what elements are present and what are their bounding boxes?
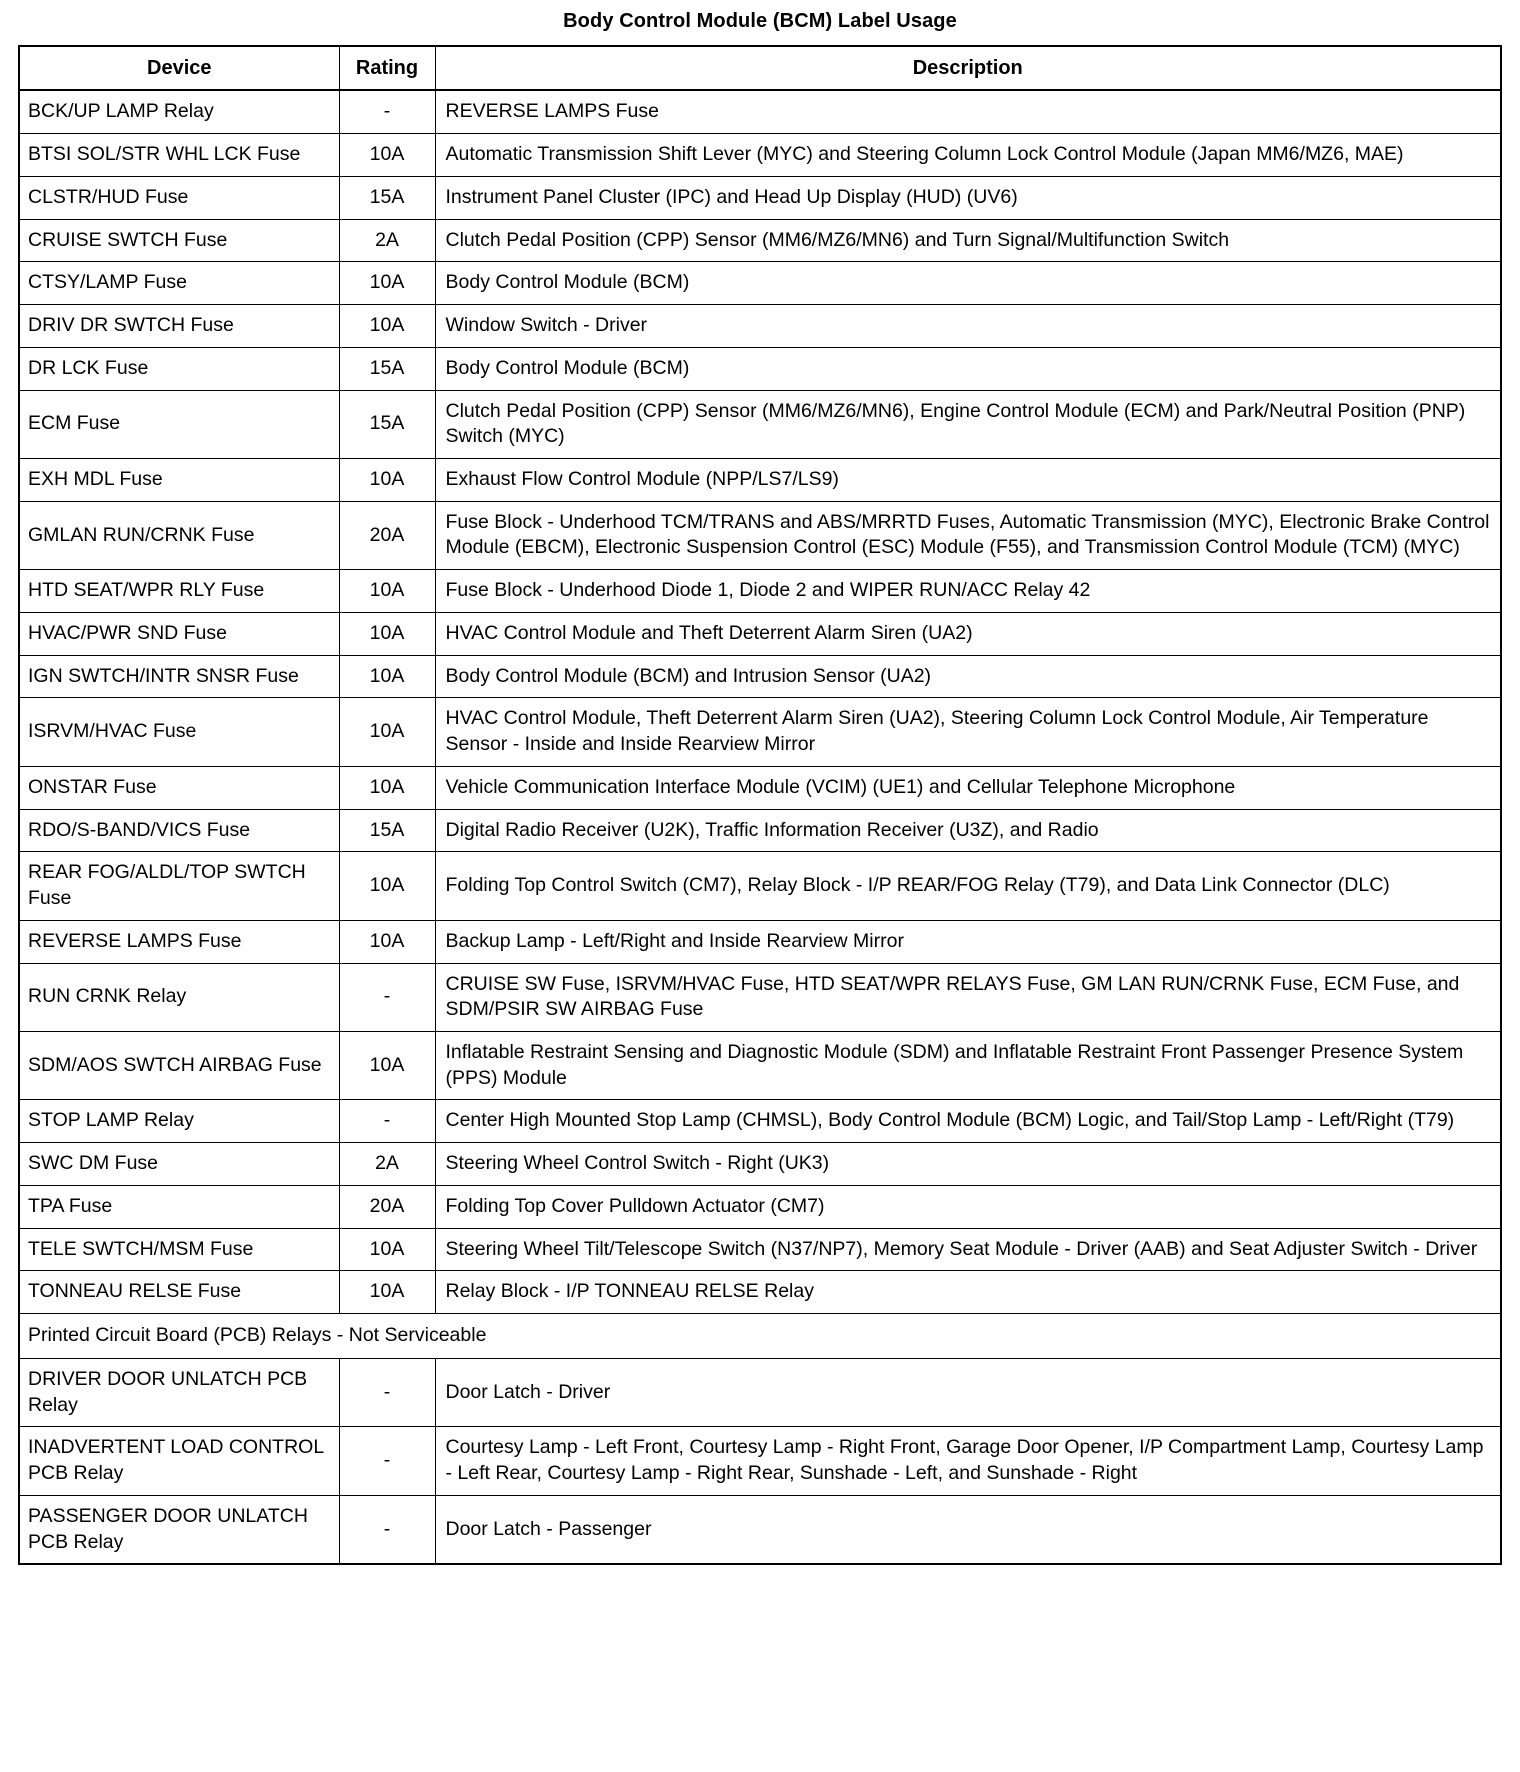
cell-device: SWC DM Fuse [19, 1143, 339, 1186]
cell-rating: - [339, 963, 435, 1031]
cell-rating: 10A [339, 612, 435, 655]
cell-rating: 20A [339, 1185, 435, 1228]
table-row [19, 809, 1501, 852]
cell-rating: 10A [339, 262, 435, 305]
cell-rating: 2A [339, 1143, 435, 1186]
cell-device: BCK/UP LAMP Relay [19, 90, 339, 133]
cell-description: Door Latch - Passenger [435, 1495, 1501, 1564]
cell-description: Instrument Panel Cluster (IPC) and Head Up Display (HUD) (UV6) [435, 176, 1501, 219]
column-header-rating: Rating [339, 46, 435, 90]
table-row [19, 1143, 1501, 1186]
column-header-description: Description [435, 46, 1501, 90]
table-row [19, 90, 1501, 133]
bcm-label-usage-table [18, 45, 1502, 1565]
table-row [19, 1358, 1501, 1426]
cell-rating: 10A [339, 570, 435, 613]
table-row [19, 570, 1501, 613]
table-row [19, 262, 1501, 305]
cell-rating: 10A [339, 920, 435, 963]
cell-device: ECM Fuse [19, 390, 339, 458]
cell-device: PASSENGER DOOR UNLATCH PCB Relay [19, 1495, 339, 1564]
cell-description: Automatic Transmission Shift Lever (MYC) and Steering Column Lock Control Module (Japan MM6/MZ6, MAE) [435, 134, 1501, 177]
cell-description: Clutch Pedal Position (CPP) Sensor (MM6/MZ6/MN6) and Turn Signal/Multifunction Switch [435, 219, 1501, 262]
cell-description: Window Switch - Driver [435, 305, 1501, 348]
cell-rating: 15A [339, 390, 435, 458]
cell-rating: 10A [339, 766, 435, 809]
table-row [19, 852, 1501, 920]
table-row [19, 219, 1501, 262]
cell-description: Steering Wheel Control Switch - Right (UK3) [435, 1143, 1501, 1186]
cell-rating: - [339, 1100, 435, 1143]
cell-device: IGN SWTCH/INTR SNSR Fuse [19, 655, 339, 698]
cell-description: Clutch Pedal Position (CPP) Sensor (MM6/MZ6/MN6), Engine Control Module (ECM) and Park/Neutral Position (PNP) Switch (MYC) [435, 390, 1501, 458]
cell-device: TONNEAU RELSE Fuse [19, 1271, 339, 1314]
cell-device: HTD SEAT/WPR RLY Fuse [19, 570, 339, 613]
cell-device: CLSTR/HUD Fuse [19, 176, 339, 219]
cell-description: Body Control Module (BCM) [435, 347, 1501, 390]
table-row [19, 612, 1501, 655]
cell-device: CTSY/LAMP Fuse [19, 262, 339, 305]
cell-rating: - [339, 90, 435, 133]
cell-rating: 10A [339, 698, 435, 766]
cell-device: REVERSE LAMPS Fuse [19, 920, 339, 963]
cell-device: ISRVM/HVAC Fuse [19, 698, 339, 766]
cell-description: Body Control Module (BCM) [435, 262, 1501, 305]
cell-device: EXH MDL Fuse [19, 459, 339, 502]
cell-device: GMLAN RUN/CRNK Fuse [19, 501, 339, 569]
table-row [19, 920, 1501, 963]
cell-device: DRIV DR SWTCH Fuse [19, 305, 339, 348]
cell-description: Folding Top Cover Pulldown Actuator (CM7) [435, 1185, 1501, 1228]
cell-description: Exhaust Flow Control Module (NPP/LS7/LS9) [435, 459, 1501, 502]
table-row [19, 501, 1501, 569]
cell-description: Inflatable Restraint Sensing and Diagnostic Module (SDM) and Inflatable Restraint Front Passenger Presence System (PPS) Module [435, 1032, 1501, 1100]
cell-description: HVAC Control Module and Theft Deterrent Alarm Siren (UA2) [435, 612, 1501, 655]
cell-rating: 10A [339, 459, 435, 502]
cell-rating: 10A [339, 852, 435, 920]
table-row [19, 347, 1501, 390]
cell-rating: 10A [339, 655, 435, 698]
cell-description: REVERSE LAMPS Fuse [435, 90, 1501, 133]
cell-description: Folding Top Control Switch (CM7), Relay Block - I/P REAR/FOG Relay (T79), and Data Link Connector (DLC) [435, 852, 1501, 920]
column-header-device: Device [19, 46, 339, 90]
cell-description: Body Control Module (BCM) and Intrusion Sensor (UA2) [435, 655, 1501, 698]
cell-device: RDO/S-BAND/VICS Fuse [19, 809, 339, 852]
cell-description: Door Latch - Driver [435, 1358, 1501, 1426]
cell-description: Fuse Block - Underhood TCM/TRANS and ABS/MRRTD Fuses, Automatic Transmission (MYC), Electronic Brake Control Module (EBCM), Electronic Suspension Control (ESC) Module (F55), and Transmission Control Module (TCM) (MYC) [435, 501, 1501, 569]
table-row [19, 1100, 1501, 1143]
cell-device: INADVERTENT LOAD CONTROL PCB Relay [19, 1427, 339, 1495]
table-row [19, 459, 1501, 502]
cell-device: SDM/AOS SWTCH AIRBAG Fuse [19, 1032, 339, 1100]
cell-description: CRUISE SW Fuse, ISRVM/HVAC Fuse, HTD SEAT/WPR RELAYS Fuse, GM LAN RUN/CRNK Fuse, ECM Fuse, and SDM/PSIR SW AIRBAG Fuse [435, 963, 1501, 1031]
cell-rating: 10A [339, 305, 435, 348]
table-header [19, 46, 1501, 90]
cell-rating: 15A [339, 176, 435, 219]
table-row [19, 698, 1501, 766]
cell-rating: 15A [339, 809, 435, 852]
cell-description: Courtesy Lamp - Left Front, Courtesy Lamp - Right Front, Garage Door Opener, I/P Compartment Lamp, Courtesy Lamp - Left Rear, Courtesy Lamp - Right Rear, Sunshade - Left, and Sunshade - Right [435, 1427, 1501, 1495]
cell-rating: 2A [339, 219, 435, 262]
cell-device: ONSTAR Fuse [19, 766, 339, 809]
table-row [19, 305, 1501, 348]
cell-description: Backup Lamp - Left/Right and Inside Rearview Mirror [435, 920, 1501, 963]
cell-rating: 10A [339, 1032, 435, 1100]
cell-device: BTSI SOL/STR WHL LCK Fuse [19, 134, 339, 177]
cell-rating: - [339, 1358, 435, 1426]
cell-device: HVAC/PWR SND Fuse [19, 612, 339, 655]
cell-description: Fuse Block - Underhood Diode 1, Diode 2 and WIPER RUN/ACC Relay 42 [435, 570, 1501, 613]
table-row [19, 963, 1501, 1031]
cell-description: Vehicle Communication Interface Module (VCIM) (UE1) and Cellular Telephone Microphone [435, 766, 1501, 809]
table-row [19, 1271, 1501, 1314]
cell-device: CRUISE SWTCH Fuse [19, 219, 339, 262]
cell-device: STOP LAMP Relay [19, 1100, 339, 1143]
cell-device: DRIVER DOOR UNLATCH PCB Relay [19, 1358, 339, 1426]
cell-rating: 10A [339, 134, 435, 177]
table-row [19, 390, 1501, 458]
cell-description: Steering Wheel Tilt/Telescope Switch (N37/NP7), Memory Seat Module - Driver (AAB) and Seat Adjuster Switch - Driver [435, 1228, 1501, 1271]
cell-device: TPA Fuse [19, 1185, 339, 1228]
cell-device: TELE SWTCH/MSM Fuse [19, 1228, 339, 1271]
cell-device: DR LCK Fuse [19, 347, 339, 390]
cell-rating: - [339, 1495, 435, 1564]
table-body [19, 90, 1501, 1564]
table-row [19, 1228, 1501, 1271]
table-row [19, 134, 1501, 177]
table-row [19, 1032, 1501, 1100]
table-row [19, 766, 1501, 809]
cell-description: Relay Block - I/P TONNEAU RELSE Relay [435, 1271, 1501, 1314]
table-section-heading-row [19, 1314, 1501, 1359]
cell-rating: 20A [339, 501, 435, 569]
section-heading-pcb-relays: Printed Circuit Board (PCB) Relays - Not Serviceable [19, 1314, 1501, 1359]
cell-device: REAR FOG/ALDL/TOP SWTCH Fuse [19, 852, 339, 920]
page-title: Body Control Module (BCM) Label Usage [563, 10, 957, 32]
table-row [19, 176, 1501, 219]
cell-rating: 15A [339, 347, 435, 390]
cell-description: Digital Radio Receiver (U2K), Traffic Information Receiver (U3Z), and Radio [435, 809, 1501, 852]
table-header-row [19, 46, 1501, 90]
cell-device: RUN CRNK Relay [19, 963, 339, 1031]
cell-rating: - [339, 1427, 435, 1495]
cell-rating: 10A [339, 1228, 435, 1271]
table-row [19, 1185, 1501, 1228]
cell-rating: 10A [339, 1271, 435, 1314]
table-row [19, 1427, 1501, 1495]
cell-description: Center High Mounted Stop Lamp (CHMSL), Body Control Module (BCM) Logic, and Tail/Stop Lamp - Left/Right (T79) [435, 1100, 1501, 1143]
table-row [19, 1495, 1501, 1564]
table-row [19, 655, 1501, 698]
cell-description: HVAC Control Module, Theft Deterrent Alarm Siren (UA2), Steering Column Lock Control Module, Air Temperature Sensor - Inside and Inside Rearview Mirror [435, 698, 1501, 766]
